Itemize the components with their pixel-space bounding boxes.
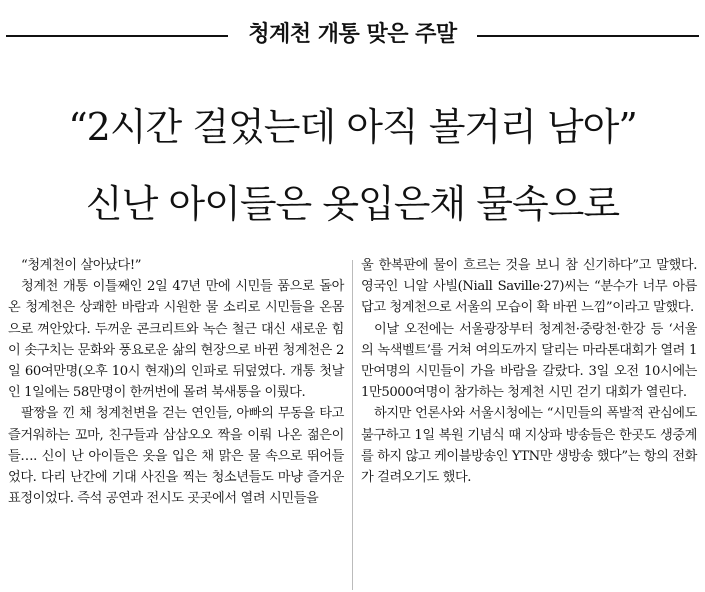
paragraph: 이날 오전에는 서울광장부터 청계천·중랑천·한강 등 ‘서울의 녹색벨트’를 거쳐 여의도까지 달리는 마라톤대회가 열려 1만여명의 시민들이 가을 바람을 갈랐다. 3일 오전 10시에는 1만5000여명이 참가하는 청계천 시민 걷기 대회가 열린다.	[361, 321, 697, 401]
article-column-right	[361, 255, 697, 488]
kicker-rule-left	[6, 35, 228, 37]
column-divider	[352, 260, 353, 590]
kicker-rule-right	[477, 35, 699, 37]
article-column-left	[8, 255, 344, 509]
paragraph: 팔짱을 낀 채 청계천변을 걷는 연인들, 아빠의 무동을 타고 즐거워하는 꼬마, 친구들과 삼삼오오 짝을 이뤄 나온 젊은이들…. 신이 난 아이들은 옷을 입은 채 맑은 물 속으로 뛰어들었다. 다리 난간에 기대 사진을 찍는 청소년들도 마냥 즐거운 표정이었다. 즉석 공연과 전시도 곳곳에서 열려 시민들을	[8, 406, 344, 507]
headline-line-2: 신난 아이들은 옷입은채 물속으로	[85, 182, 620, 226]
paragraph: 하지만 언론사와 서울시청에는 “시민들의 폭발적 관심에도 불구하고 1일 복원 기념식 때 지상파 방송들은 한곳도 생중계를 하지 않고 케이블방송인 YTN만 생방송 했다”는 항의 전화가 걸려오기도 했다.	[361, 406, 697, 486]
paragraph: 청계천 개통 이틀째인 2일 47년 만에 시민들 품으로 돌아온 청계천은 상쾌한 바람과 시원한 물 소리로 시민들을 온몸으로 껴안았다. 두꺼운 콘크리트와 녹슨 철근 대신 새로운 힘이 솟구치는 문화와 풍요로운 삶의 현장으로 바뀐 청계천은 2일 60여만명(오후 10시 현재)의 인파로 뒤덮였다. 개통 첫날인 1일에는 58만명이 한꺼번에 몰려 북새통을 이뤘다.	[8, 279, 344, 401]
paragraph: “청계천이 살아났다!”	[21, 258, 142, 273]
section-kicker: 청계천 개통 맞은 주말	[248, 22, 457, 47]
paragraph: 울 한복판에 물이 흐르는 것을 보니 참 신기하다”고 말했다. 영국인 니알 사빌(Niall Saville·27)씨는 “분수가 너무 아름답고 청계천으로 서울의 모습이 확 바뀐 느낌”이라고 말했다.	[361, 258, 697, 316]
headline-line-1: “2시간 걸었는데 아직 볼거리 남아”	[68, 105, 637, 149]
